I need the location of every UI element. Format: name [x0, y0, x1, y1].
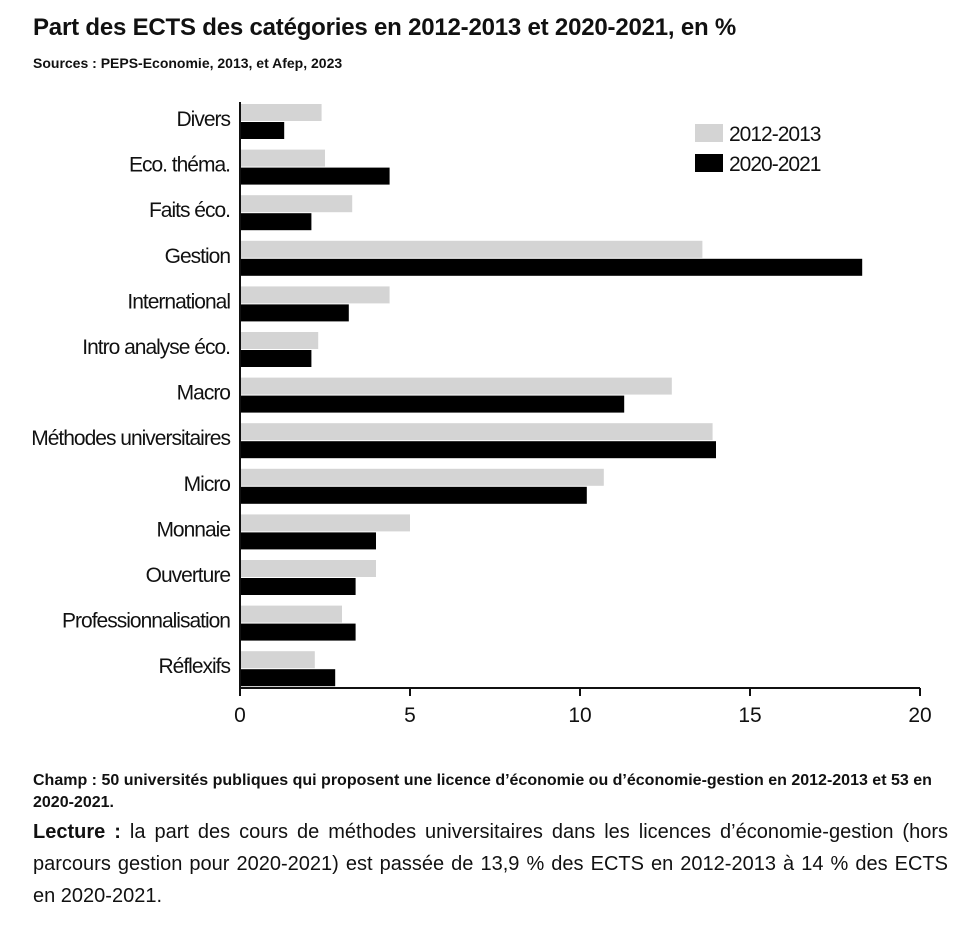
x-tick-label-5: 5 — [404, 704, 416, 727]
legend-swatch-2012-2013 — [695, 124, 723, 142]
bar-professionnalisation-2020-2021 — [240, 624, 356, 641]
bar-micro-2012-2013 — [240, 469, 604, 486]
bar-reflexifs-2020-2021 — [240, 669, 335, 686]
bar-eco-thema-2012-2013 — [240, 150, 325, 167]
category-label-divers: Divers — [176, 108, 230, 131]
bar-monnaie-2012-2013 — [240, 514, 410, 531]
x-tick-label-0: 0 — [234, 704, 246, 727]
bar-divers-2012-2013 — [240, 104, 322, 121]
lecture-text: la part des cours de méthodes universitaires dans les licences d’économie-gestion (hors parcours gestion pour 2020-2021) est passée de 13,9 % des ECTS en 2012-2013 à 14 % des ECTS en 2020-2021. — [33, 821, 948, 907]
bar-intro-analyse-eco-2020-2021 — [240, 350, 311, 367]
bar-micro-2020-2021 — [240, 487, 587, 504]
champ-note — [33, 770, 948, 814]
legend-swatch-2020-2021 — [695, 154, 723, 172]
bar-macro-2020-2021 — [240, 396, 624, 413]
x-tick-label-15: 15 — [738, 704, 762, 727]
category-label-gestion: Gestion — [164, 244, 230, 268]
lecture-note — [33, 816, 948, 912]
bar-international-2012-2013 — [240, 286, 390, 303]
bar-monnaie-2020-2021 — [240, 532, 376, 549]
bar-methodes-universitaires-2020-2021 — [240, 441, 716, 458]
category-label-professionnalisation: Professionnalisation — [62, 609, 230, 633]
bar-ouverture-2020-2021 — [240, 578, 356, 595]
chart-title: Part des ECTS des catégories en 2012-2013 et 2020-2021, en % — [33, 14, 737, 41]
category-label-monnaie: Monnaie — [156, 518, 230, 542]
champ-label: Champ : — [33, 772, 97, 789]
category-label-faits-eco: Faits éco. — [148, 199, 230, 223]
bar-intro-analyse-eco-2012-2013 — [240, 332, 318, 349]
bar-methodes-universitaires-2012-2013 — [240, 423, 713, 440]
category-label-eco-thema: Eco. théma. — [128, 153, 230, 177]
lecture-label: Lecture : — [33, 821, 121, 843]
chart-sources: Sources : PEPS-Economie, 2013, et Afep, 2023 — [33, 55, 343, 71]
category-label-ouverture: Ouverture — [145, 564, 230, 587]
bar-gestion-2012-2013 — [240, 241, 702, 258]
bar-faits-eco-2020-2021 — [240, 213, 311, 230]
category-label-micro: Micro — [183, 472, 230, 496]
category-label-international: International — [127, 290, 230, 314]
bar-reflexifs-2012-2013 — [240, 651, 315, 668]
bar-faits-eco-2012-2013 — [240, 195, 352, 212]
category-label-macro: Macro — [176, 381, 230, 405]
category-label-methodes-universitaires: Méthodes universitaires — [31, 427, 230, 451]
legend-label-2020-2021: 2020-2021 — [729, 153, 821, 176]
category-label-reflexifs: Réflexifs — [158, 655, 230, 679]
bar-professionnalisation-2012-2013 — [240, 606, 342, 623]
legend-label-2012-2013: 2012-2013 — [729, 123, 821, 146]
bar-gestion-2020-2021 — [240, 259, 862, 276]
x-tick-label-10: 10 — [568, 704, 592, 727]
bar-divers-2020-2021 — [240, 122, 284, 139]
chart-notes — [33, 770, 948, 912]
bar-eco-thema-2020-2021 — [240, 168, 390, 185]
bar-ouverture-2012-2013 — [240, 560, 376, 577]
category-label-intro-analyse-eco: Intro analyse éco. — [82, 336, 230, 359]
champ-text: 50 universités publiques qui proposent une licence d’économie ou d’économie-gestion en 2012-2013 et 53 en 2020-2021. — [33, 772, 932, 811]
x-tick-label-20: 20 — [908, 704, 932, 727]
bar-international-2020-2021 — [240, 304, 349, 321]
bar-macro-2012-2013 — [240, 378, 672, 395]
